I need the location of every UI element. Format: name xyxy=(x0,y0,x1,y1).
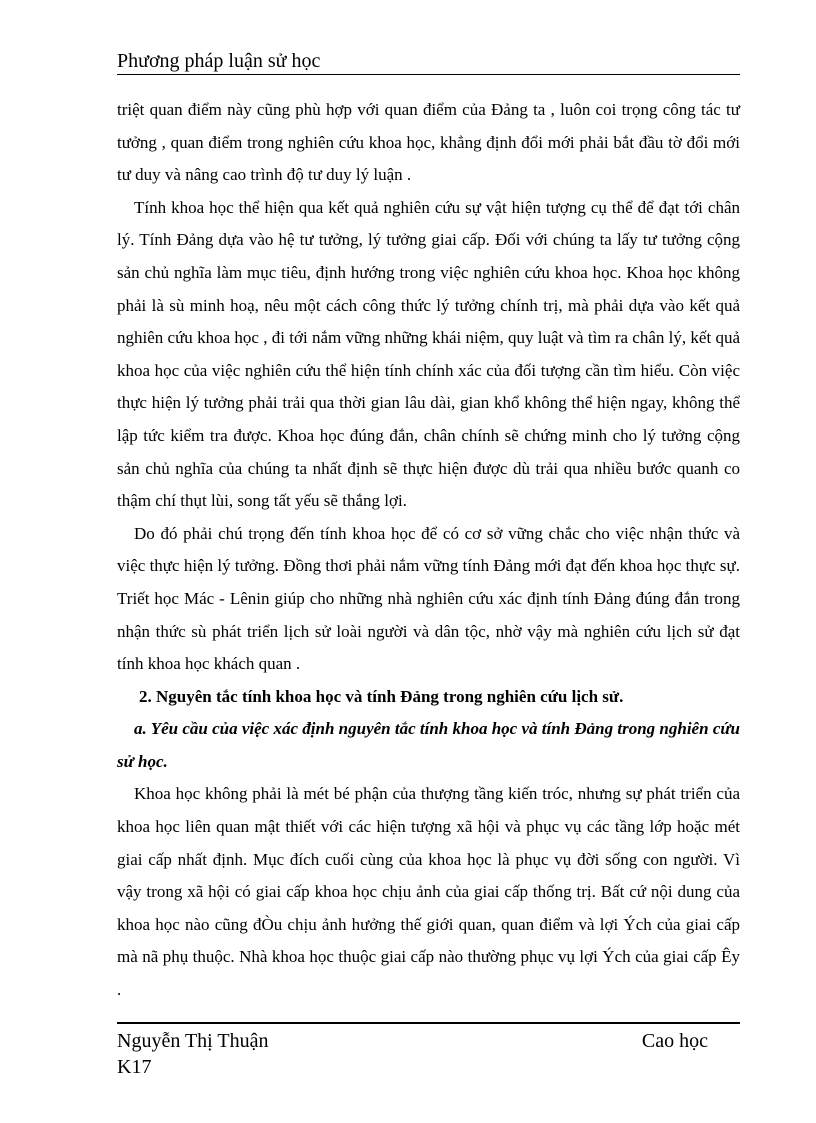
paragraph-scientific-nature: Tính khoa học thể hiện qua kết quả nghiên cứu sự vật hiện tượng cụ thể để đạt tới chân lý. Tính Đảng dựa vào hệ tư tưởng, lý tưởng giai cấp. Đối với chúng ta lấy tư tưởng cộng sản chủ nghĩa làm mục tiêu, định hướng trong việc nghiên cứu khoa học. Khoa học không phải là sù minh hoạ, nêu một cách công thức lý tưởng chính trị, mà phải dựa vào kết quả nghiên cứu khoa học , đi tới nắm vững những khái niệm, quy luật và tìm ra chân lý, kết quả khoa học của việc nghiên cứu thể hiện tính chính xác của đối tượng cần tìm hiểu. Còn việc thực hiện lý tưởng phải trải qua thời gian lâu dài, gian khổ không thể hiện ngay, không thể lập tức kiểm tra được. Khoa học đúng đắn, chân chính sẽ chứng minh cho lý tưởng cộng sản chủ nghĩa của chúng ta nhất định sẽ thực hiện được dù trải qua nhiều bước quanh co thậm chí thụt lùi, song tất yếu sẽ thắng lợi. xyxy=(117,197,740,511)
section-heading: 2. Nguyên tắc tính khoa học và tính Đảng trong nghiên cứu lịch sử. xyxy=(139,686,624,706)
paragraph-party-nature: Do đó phải chú trọng đến tính khoa học để có cơ sở vững chắc cho việc nhận thức và việc thực hiện lý tưởng. Đồng thơi phải nắm vững tính Đảng mới đạt đến khoa học thực sự. Triết học Mác - Lênin giúp cho những nhà nghiên cứu xác định tính Đảng đúng đắn trong nhận thức sù phát triển lịch sử loài người và dân tộc, nhờ vậy mà nghiên cứu lịch sử đạt tính khoa học khách quan . xyxy=(117,523,740,674)
subsection-heading: a. Yêu cầu của việc xác định nguyên tắc tính khoa học và tính Đảng trong nghiên cứu sử học. xyxy=(117,719,740,771)
footer-author: Nguyễn Thị Thuận xyxy=(117,1030,269,1052)
page-header xyxy=(117,48,740,75)
footer-cohort: K17 xyxy=(117,1056,152,1078)
document-body xyxy=(117,94,740,1007)
paragraph-continuation: triệt quan điểm này cũng phù hợp với quan điểm của Đảng ta , luôn coi trọng công tác tư tưởng , quan điểm trong nghiên cứu khoa học, khẳng định đổi mới phải bắt đầu tờ đổi mới tư duy và nâng cao trình độ tư duy lý luận . xyxy=(117,100,740,185)
footer-program: Cao học xyxy=(641,1030,708,1052)
footer-row xyxy=(117,1024,740,1054)
page-footer xyxy=(117,1022,740,1080)
header-title: Phương pháp luận sử học xyxy=(117,50,321,72)
paragraph-science-society: Khoa học không phải là mét bé phận của thượng tầng kiến tróc, nhưng sự phát triển của khoa học liên quan mật thiết với các hiện tượng xã hội và phục vụ các tầng lớp hoặc mét giai cấp nhất định. Mục đích cuối cùng của khoa học là phục vụ đời sống con người. Vì vậy trong xã hội có giai cấp khoa học chịu ảnh của giai cấp thống trị. Bất cứ nội dung của khoa học nào cũng đÒu chịu ảnh hưởng thế giới quan, quan điểm và lợi Ých của giai cấp mà nã phụ thuộc. Nhà khoa học thuộc giai cấp nào thường phục vụ lợi Ých của giai cấp Êy . xyxy=(117,784,740,1000)
